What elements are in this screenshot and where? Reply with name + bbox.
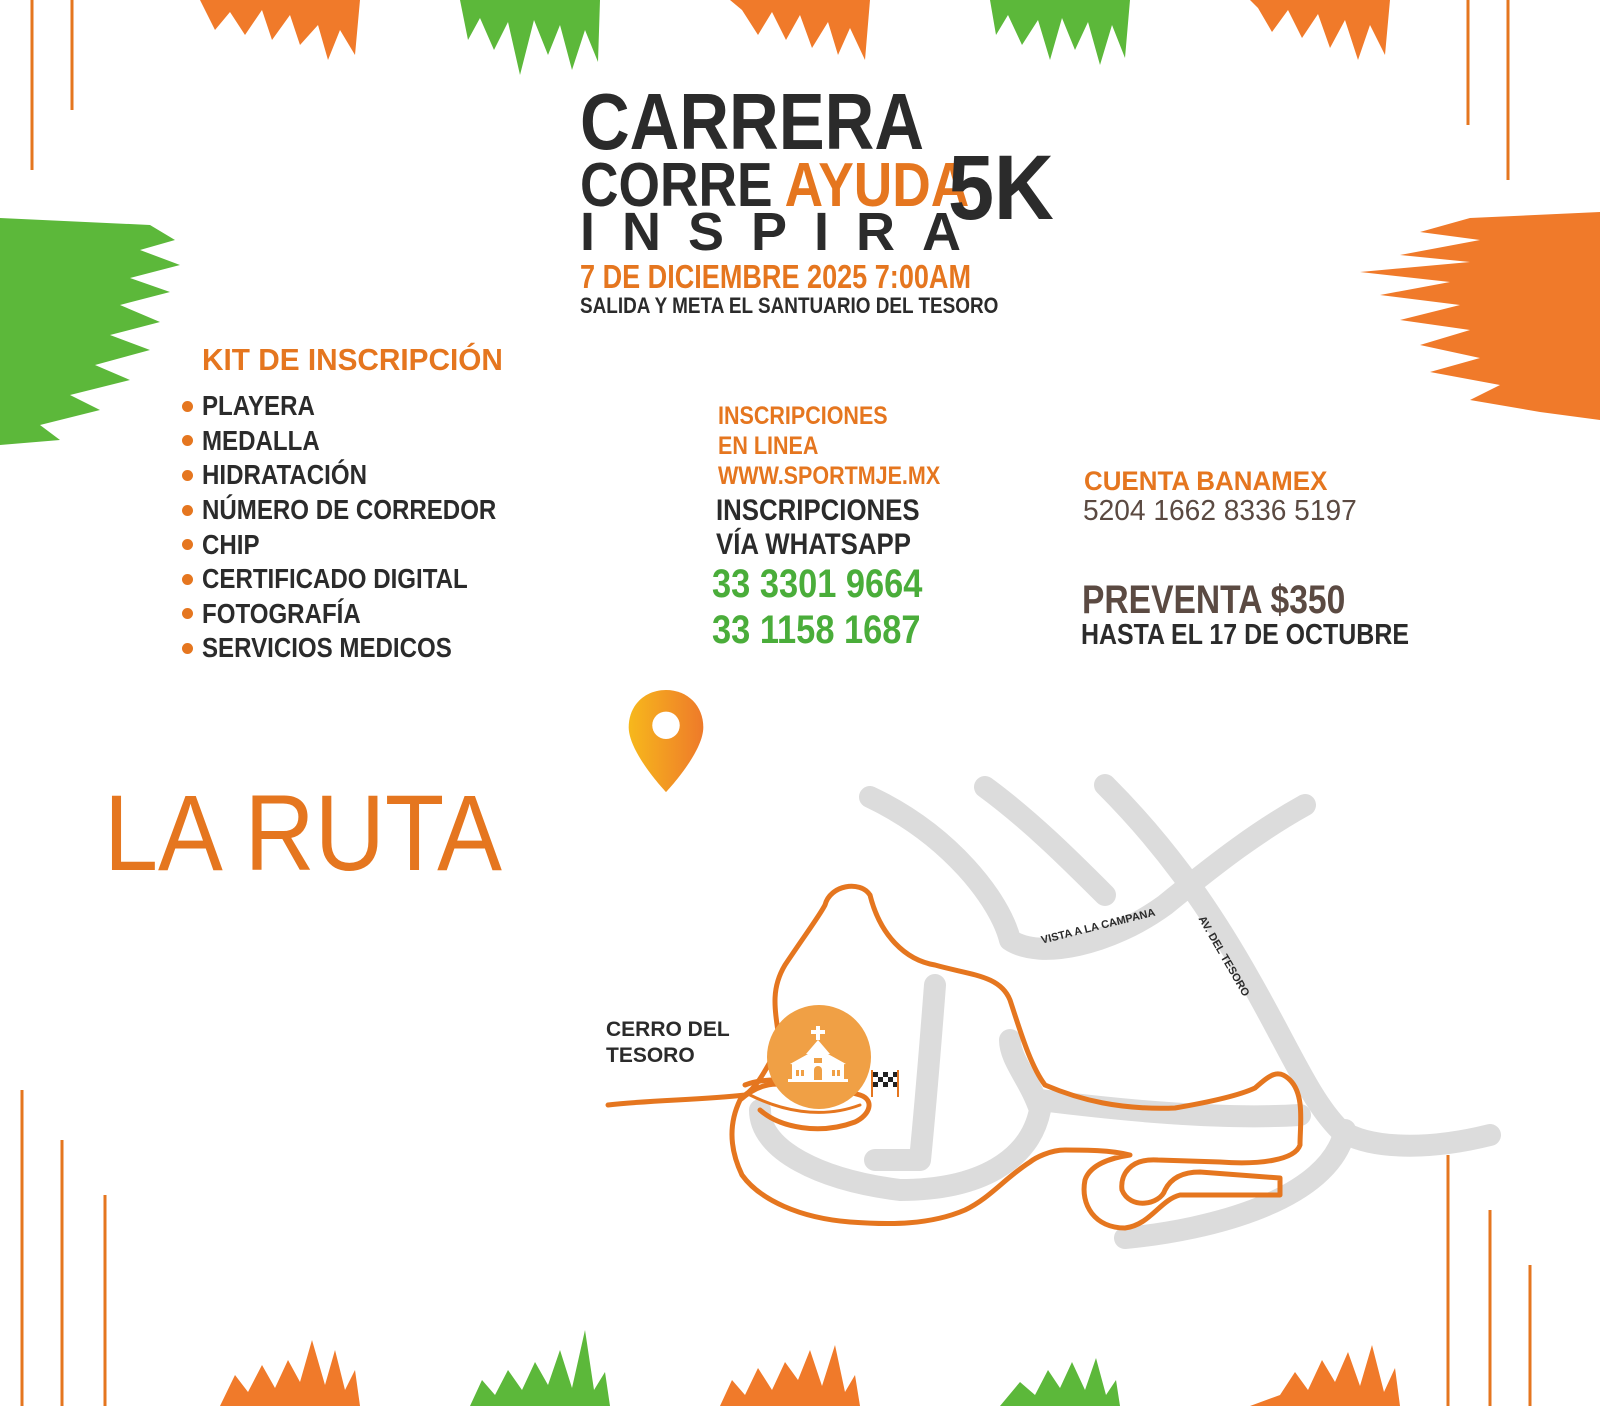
bullet-dot (182, 643, 193, 654)
registration-website-link[interactable]: WWW.SPORTMJE.MX (718, 462, 941, 490)
street-label-av-del-tesoro: AV. DEL TESORO (1195, 914, 1252, 999)
hill-label-line2: TESORO (606, 1044, 695, 1067)
presale-price: PREVENTA $350 (1082, 578, 1346, 622)
kit-item: MEDALLA (182, 424, 544, 459)
kit-heading: KIT DE INSCRIPCIÓN (202, 342, 503, 377)
event-date-time: 7 DE DICIEMBRE 2025 7:00AM (580, 258, 971, 295)
bullet-dot (182, 435, 193, 446)
church-icon (786, 1024, 850, 1084)
bullet-dot (182, 505, 193, 516)
kit-item: CHIP (182, 527, 544, 562)
whatsapp-registration-line2: VÍA WHATSAPP (716, 528, 911, 561)
kit-item: SERVICIOS MEDICOS (182, 631, 544, 666)
kit-item: CERTIFICADO DIGITAL (182, 562, 544, 597)
hill-label-line1: CERRO DEL (606, 1018, 730, 1041)
street-label-vista-a-la-campana: VISTA A LA CAMPANA (1040, 906, 1157, 947)
presale-deadline: HASTA EL 17 DE OCTUBRE (1081, 619, 1409, 651)
location-pin-icon (626, 688, 706, 796)
title-corre: CORRE (580, 151, 773, 220)
kit-item: PLAYERA (182, 389, 544, 424)
bullet-dot (182, 574, 193, 585)
kit-items-list (182, 389, 544, 666)
kit-item: HIDRATACIÓN (182, 458, 544, 493)
whatsapp-phone-1[interactable]: 33 3301 9664 (712, 562, 923, 606)
whatsapp-phone-2[interactable]: 33 1158 1687 (712, 608, 921, 652)
whatsapp-registration-line1: INSCRIPCIONES (716, 494, 920, 527)
route-map (608, 785, 1490, 1238)
bottom-paint-strokes (220, 1330, 1400, 1406)
route-heading: LA RUTA (104, 772, 502, 893)
bank-account-number: 5204 1662 8336 5197 (1083, 495, 1357, 527)
bullet-dot (182, 539, 193, 550)
online-registration-line1: INSCRIPCIONES (718, 402, 888, 430)
event-title-carrera: CARRERA (580, 77, 924, 166)
online-registration-line2: EN LINEA (718, 432, 819, 460)
event-location: SALIDA Y META EL SANTUARIO DEL TESORO (580, 293, 999, 318)
bank-label: CUENTA BANAMEX (1084, 466, 1328, 496)
bullet-dot (182, 401, 193, 412)
kit-item: NÚMERO DE CORREDOR (182, 493, 544, 528)
title-ayuda: AYUDA (784, 151, 970, 220)
kit-item: FOTOGRAFÍA (182, 597, 544, 632)
checkered-flag-icon (870, 1068, 902, 1098)
bullet-dot (182, 470, 193, 481)
top-paint-strokes (200, 0, 1390, 75)
event-distance: 5K (948, 137, 1054, 239)
event-title-inspira: INSPIRA (580, 202, 989, 262)
bullet-dot (182, 608, 193, 619)
